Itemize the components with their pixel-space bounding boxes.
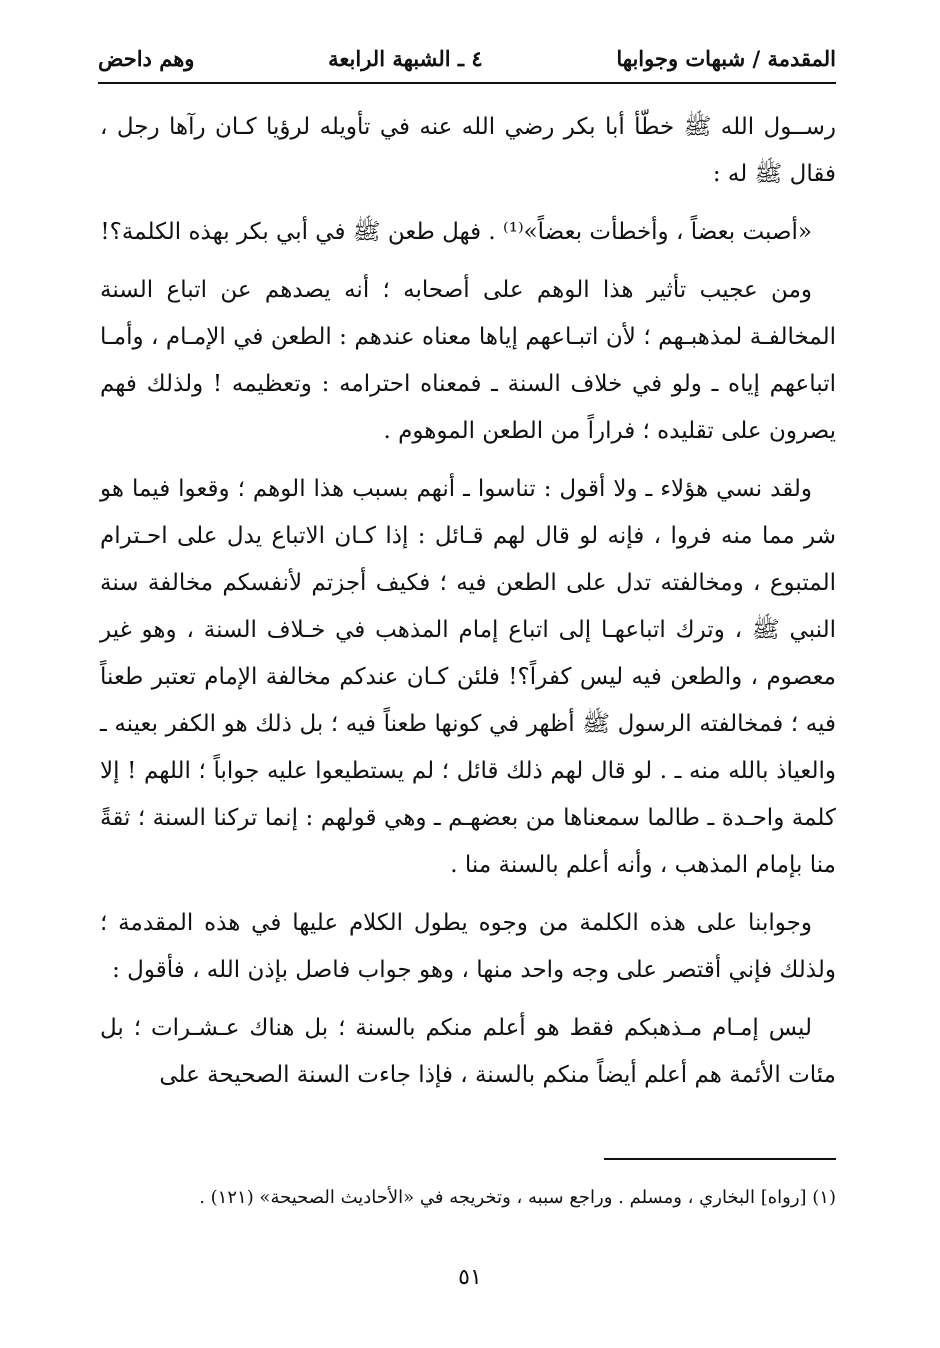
header-chapter-title: ٤ ـ الشبهة الرابعة [328, 45, 483, 71]
paragraph: وجوابنا على هذه الكلمة من وجوه يطول الكلام عليها في هذه المقدمة ؛ ولذلك فإني أقتصر على وجه واحد منها ، وهو جواب فاصل بإذن الله ، فأقول : [100, 910, 836, 983]
page-number: ٥١ [458, 1265, 482, 1290]
paragraph: «أصبت بعضاً ، وأخطأت بعضاً»⁽¹⁾ . فهل طعن ﷺ في أبي بكر بهذه الكلمة؟! [100, 219, 812, 245]
footnote-divider [604, 1158, 836, 1160]
header-topic-title: وهم داحض [98, 45, 195, 71]
main-text [100, 104, 836, 1134]
paragraph: ولقد نسي هؤلاء ـ ولا أقول : تناسوا ـ أنهم بسبب هذا الوهم ؛ وقعوا فيما هو شر مما منه فروا ، فإنه لو قال لهم قـائل : إذا كـان الاتباع يدل على احـترام المتبوع ، ومخالفته تدل على الطعن فيه ؛ فكيف أجزتم لأنفسكم مخالفة سنة النبي ﷺ ، وترك اتباعهـا إلى اتباع إمام المذهب في خـلاف السنة ، وهو غير معصوم ، والطعن فيه ليس كفراً؟! فلئن كـان عندكم مخالفة الإمام تعتبر طعناً فيه ؛ فمخالفته الرسول ﷺ أظهر في كونها طعناً فيه ؛ بل ذلك هو الكفر بعينه ـ والعياذ بالله منه ـ . لو قال لهم ذلك قائل ؛ لم يستطيعوا عليه جواباً ؛ اللهم ! إلا كلمة واحـدة ـ طالما سمعناها من بعضهـم ـ وهي قولهم : إنما تركنا السنة ؛ ثقةً منا بإمام المذهب ، وأنه أعلم بالسنة منا . [100, 476, 836, 878]
paragraph: ومن عجيب تأثير هذا الوهم على أصحابه ؛ أنه يصدهم عن اتباع السنة المخالفـة لمذهبـهم ؛ لأن اتبـاعهم إياها معناه عندهم : الطعن في الإمـام ، وأمـا اتباعهم إياه ـ ولو في خلاف السنة ـ فمعناه احترامه : وتعظيمه ! ولذلك فهم يصرون على تقليده ؛ فراراً من الطعن الموهوم . [100, 277, 836, 444]
paragraph: ليس إمـام مـذهبكم فقط هو أعلم منكم بالسنة ؛ بل هناك عـشـرات ؛ بل مئات الأئمة هم أعلم أيضاً منكم بالسنة ، فإذا جاءت السنة الصحيحة على [100, 1015, 836, 1088]
header-section-title: المقدمة / شبهات وجوابها [616, 45, 836, 71]
header-divider [98, 82, 836, 84]
running-header [98, 38, 836, 78]
paragraph: رســول الله ﷺ خطّأ أبا بكر رضي الله عنه في تأويله لرؤيا كـان رآها رجل ، فقال ﷺ له : [100, 114, 836, 187]
footnote: (١) [رواه] البخاري ، ومسلم . وراجع سببه ، وتخريجه في «الأحاديث الصحيحة» (١٢١) . [199, 1187, 836, 1208]
